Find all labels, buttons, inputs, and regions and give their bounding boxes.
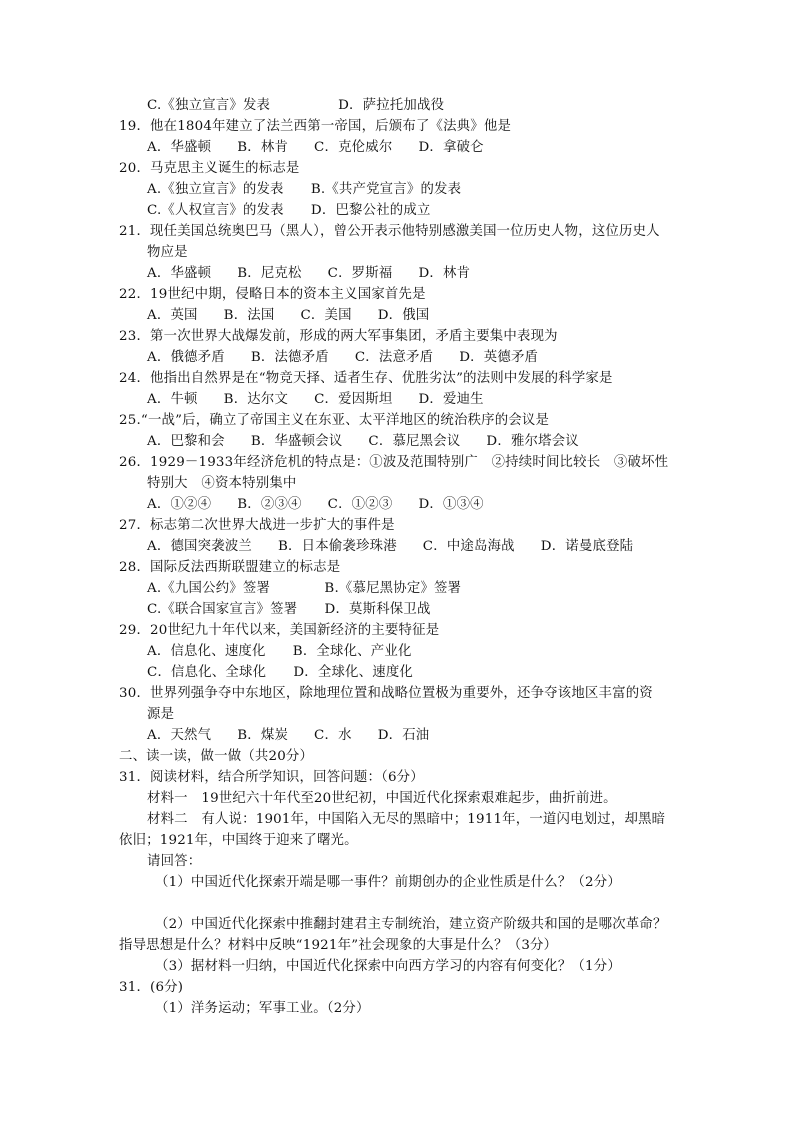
answer-prompt: 请回答： [147,854,202,869]
q30-option-c: C．水 [314,728,352,743]
q22-option-b: B．法国 [223,308,275,323]
question-22: 22．19世纪中期，侵略日本的资本主义国家首先是 [119,287,426,302]
q21-option-b: B．尼克松 [237,266,302,281]
q19-option-c: C．克伦威尔 [314,140,393,155]
question-19: 19．他在1804年建立了法兰西第一帝国，后颁布了《法典》他是 [119,119,512,134]
q19-options [147,138,484,158]
q18-options-cd: C.《独立宣言》发表 D．萨拉托加战役 [147,98,445,113]
q25-options [147,432,579,452]
q24-option-b: B．达尔文 [223,392,289,407]
q26-option-b: B．②③④ [237,497,302,512]
q19-option-a: A．华盛顿 [147,140,212,155]
q27-option-a: A．德国突袭波兰 [147,539,253,554]
q26-option-c: C．①②③ [327,497,393,512]
question-28: 28．国际反法西斯联盟建立的标志是 [119,560,341,575]
q26-options [147,495,484,515]
q23-option-a: A．俄德矛盾 [147,350,225,365]
material-1: 材料一 19世纪六十年代至20世纪初，中国近代化探索艰难起步，曲折前进。 [147,791,617,806]
q23-options [147,348,538,368]
q25-option-b: B．华盛顿会议 [250,434,343,449]
q22-option-d: D．俄国 [377,308,430,323]
material-2: 材料二 有人说：1901年，中国陷入无尽的黑暗中；1911年，一道闪电划过，却黑暗 [147,812,666,827]
question-20: 20．马克思主义诞生的标志是 [119,161,300,176]
q22-options [147,306,429,326]
q24-options [147,390,484,410]
q26-option-a: A．①②④ [147,497,212,512]
q24-option-d: D．爱迪生 [418,392,484,407]
q21-option-a: A．华盛顿 [147,266,212,281]
q25-option-a: A．巴黎和会 [147,434,225,449]
q22-option-c: C．美国 [300,308,352,323]
q28-options-ab: A.《九国公约》签署 B.《慕尼黑协定》签署 [147,581,462,596]
question-27: 27．标志第二次世界大战进一步扩大的事件是 [119,518,395,533]
question-26: 26．1929－1933年经济危机的特点是：①波及范围特别广 ②持续时间比较长 ③破坏性 [119,455,669,470]
question-30-cont: 源是 [147,707,175,722]
sub-question-1: （1）中国近代化探索开端是哪一事件？前期创办的企业性质是什么？（2分） [155,875,621,890]
q28-options-cd: C.《联合国家宣言》签署 D．莫斯科保卫战 [147,602,431,617]
q25-option-d: D．雅尔塔会议 [486,434,579,449]
q21-option-d: D．林肯 [418,266,471,281]
answer-31-heading: 31．(6分) [119,980,184,995]
material-2-cont: 依旧；1921年，中国终于迎来了曙光。 [119,833,358,848]
q27-options [147,537,633,557]
section-2-heading: 二、读一读，做一做（共20分） [119,749,314,764]
question-26-cont: 特别大 ④资本特别集中 [147,476,297,491]
q21-options [147,264,470,284]
q26-option-d: D．①③④ [418,497,484,512]
q30-options [147,726,429,746]
q30-option-b: B．煤炭 [237,728,289,743]
q29-options-cd: C．信息化、全球化 D．全球化、速度化 [147,665,414,680]
sub-question-2: （2）中国近代化探索中推翻封建君主专制统治，建立资产阶级共和国的是哪次革命？ [155,917,667,932]
q25-option-c: C．慕尼黑会议 [368,434,461,449]
q20-options-ab: A.《独立宣言》的发表 B.《共产党宣言》的发表 [147,182,462,197]
q23-option-c: C．法意矛盾 [354,350,434,365]
q27-option-d: D．诺曼底登陆 [540,539,634,554]
q19-option-d: D．拿破仑 [418,140,484,155]
sub-question-3: （3）据材料一归纳，中国近代化探索中向西方学习的内容有何变化？（1分） [155,959,621,974]
q27-option-b: B．日本偷袭珍珠港 [278,539,397,554]
question-23: 23．第一次世界大战爆发前，形成的两大军事集团，矛盾主要集中表现为 [119,329,558,344]
q22-option-a: A．英国 [147,308,198,323]
question-25: 25.“一战”后，确立了帝国主义在东亚、太平洋地区的统治秩序的会议是 [119,413,550,428]
sub-question-2-cont: 指导思想是什么？材料中反映“1921年”社会现象的大事是什么？（3分） [119,938,558,953]
q23-option-b: B．法德矛盾 [250,350,329,365]
q30-option-d: D．石油 [377,728,430,743]
q23-option-d: D．英德矛盾 [459,350,539,365]
q24-option-a: A．牛顿 [147,392,198,407]
q27-option-c: C．中途岛海战 [422,539,515,554]
question-24: 24．他指出自然界是在“物竞天择、适者生存、优胜劣汰”的法则中发展的科学家是 [119,371,613,386]
answer-31-1: （1）洋务运动；军事工业。（2分） [155,1001,370,1016]
q30-option-a: A．天然气 [147,728,212,743]
q20-options-cd: C.《人权宣言》的发表 D．巴黎公社的成立 [147,203,431,218]
question-29: 29．20世纪九十年代以来，美国新经济的主要特征是 [119,623,440,638]
q29-options-ab: A．信息化、速度化 B．全球化、产业化 [147,644,412,659]
q21-option-c: C．罗斯福 [327,266,393,281]
question-21: 21．现任美国总统奥巴马（黑人），曾公开表示他特别感激美国一位历史人物，这位历史人 [119,224,660,239]
question-31: 31．阅读材料，结合所学知识，回答问题：（6分） [119,770,424,785]
question-30: 30．世界列强争夺中东地区，除地理位置和战略位置极为重要外，还争夺该地区丰富的资 [119,686,653,701]
q24-option-c: C．爱因斯坦 [314,392,393,407]
q19-option-b: B．林肯 [237,140,289,155]
question-21-cont: 物应是 [147,245,188,260]
